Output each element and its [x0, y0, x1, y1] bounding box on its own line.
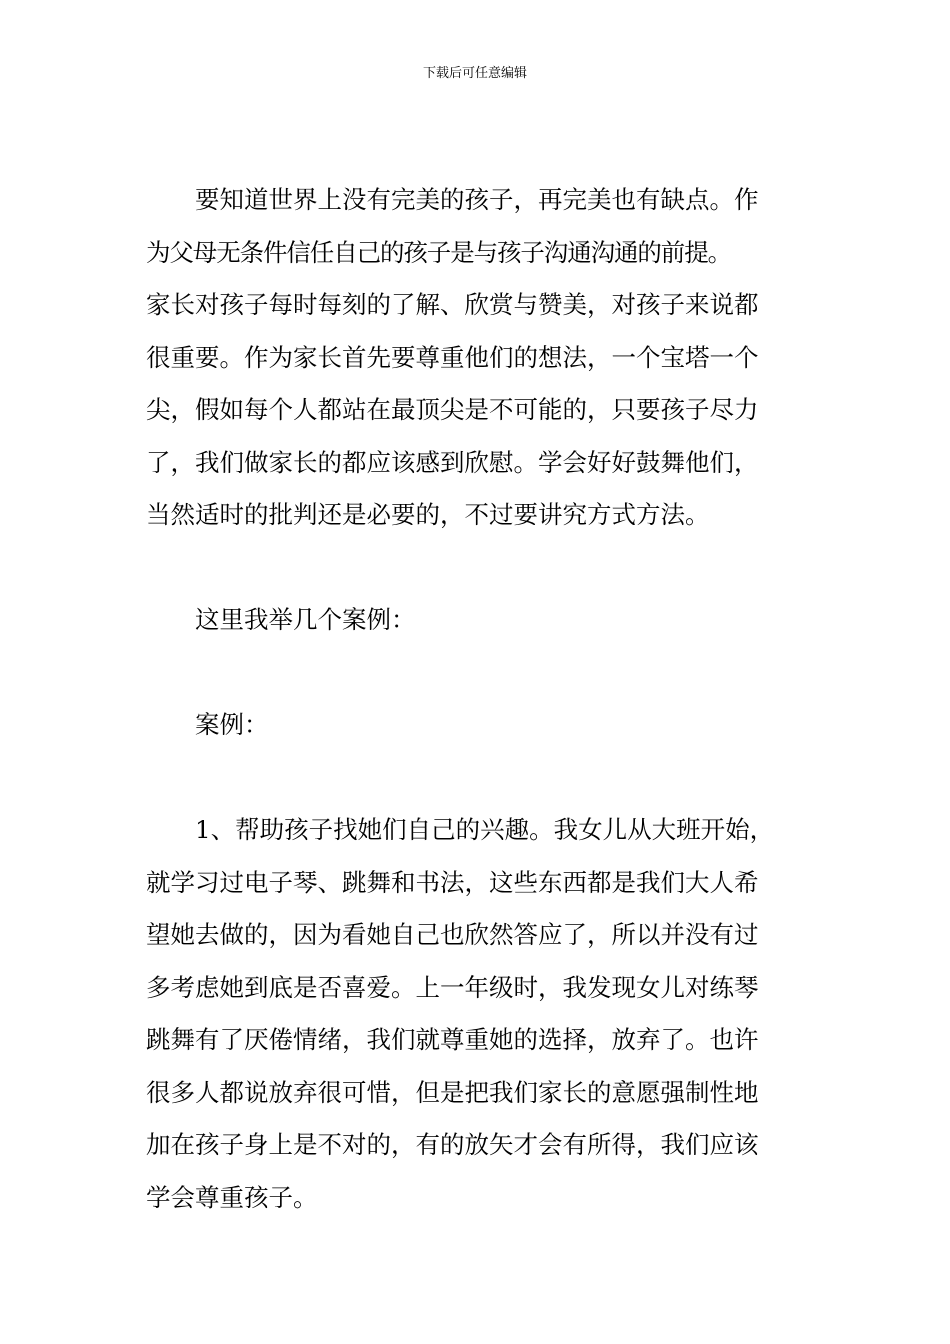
text-line: 跳舞有了厌倦情绪，我们就尊重她的选择，放弃了。也许 — [146, 1025, 759, 1054]
text-line: 学会尊重孩子。 — [146, 1182, 318, 1212]
paragraph-case-1 — [146, 804, 808, 1224]
text-line: 了，我们做家长的都应该感到欣慰。学会好好鼓舞他们， — [146, 447, 759, 477]
text-line: 当然适时的批判还是必要的，不过要讲究方式方法。 — [146, 500, 710, 529]
paragraph-gap — [146, 752, 808, 805]
text-line: 很重要。作为家长首先要尊重他们的想法，一个宝塔一个 — [146, 342, 759, 372]
text-line: 很多人都说放弃很可惜，但是把我们家长的意愿强制性地 — [146, 1077, 759, 1107]
text-line: 要知道世界上没有完美的孩子，再完美也有缺点。作 — [195, 185, 759, 214]
paragraph-gap — [146, 647, 808, 700]
text-line: 望她去做的，因为看她自己也欣然答应了，所以并没有过 — [146, 920, 759, 949]
text-line: 1、帮助孩子找她们自己的兴趣。我女儿从大班开始， — [195, 815, 775, 844]
page-header-note: 下载后可任意编辑 — [422, 66, 527, 81]
text-line: 案例： — [195, 710, 269, 739]
text-line: 加在孩子身上是不对的，有的放矢才会有所得，我们应该 — [146, 1130, 759, 1159]
paragraph-gap — [146, 542, 808, 595]
paragraph-intro — [146, 174, 808, 542]
text-line: 尖，假如每个人都站在最顶尖是不可能的，只要孩子尽力 — [146, 395, 759, 424]
text-line: 多考虑她到底是否喜爱。上一年级时，我发现女儿对练琴 — [146, 972, 759, 1002]
text-line: 就学习过电子琴、跳舞和书法，这些东西都是我们大人希 — [146, 867, 759, 897]
text-line: 家长对孩子每时每刻的了解、欣赏与赞美，对孩子来说都 — [146, 290, 759, 319]
text-line: 为父母无条件信任自己的孩子是与孩子沟通沟通的前提。 — [146, 237, 731, 267]
paragraph-case-heading — [146, 699, 808, 752]
text-line: 这里我举几个案例： — [195, 605, 416, 634]
document-body — [146, 174, 808, 1224]
paragraph-cases-intro — [146, 594, 808, 647]
